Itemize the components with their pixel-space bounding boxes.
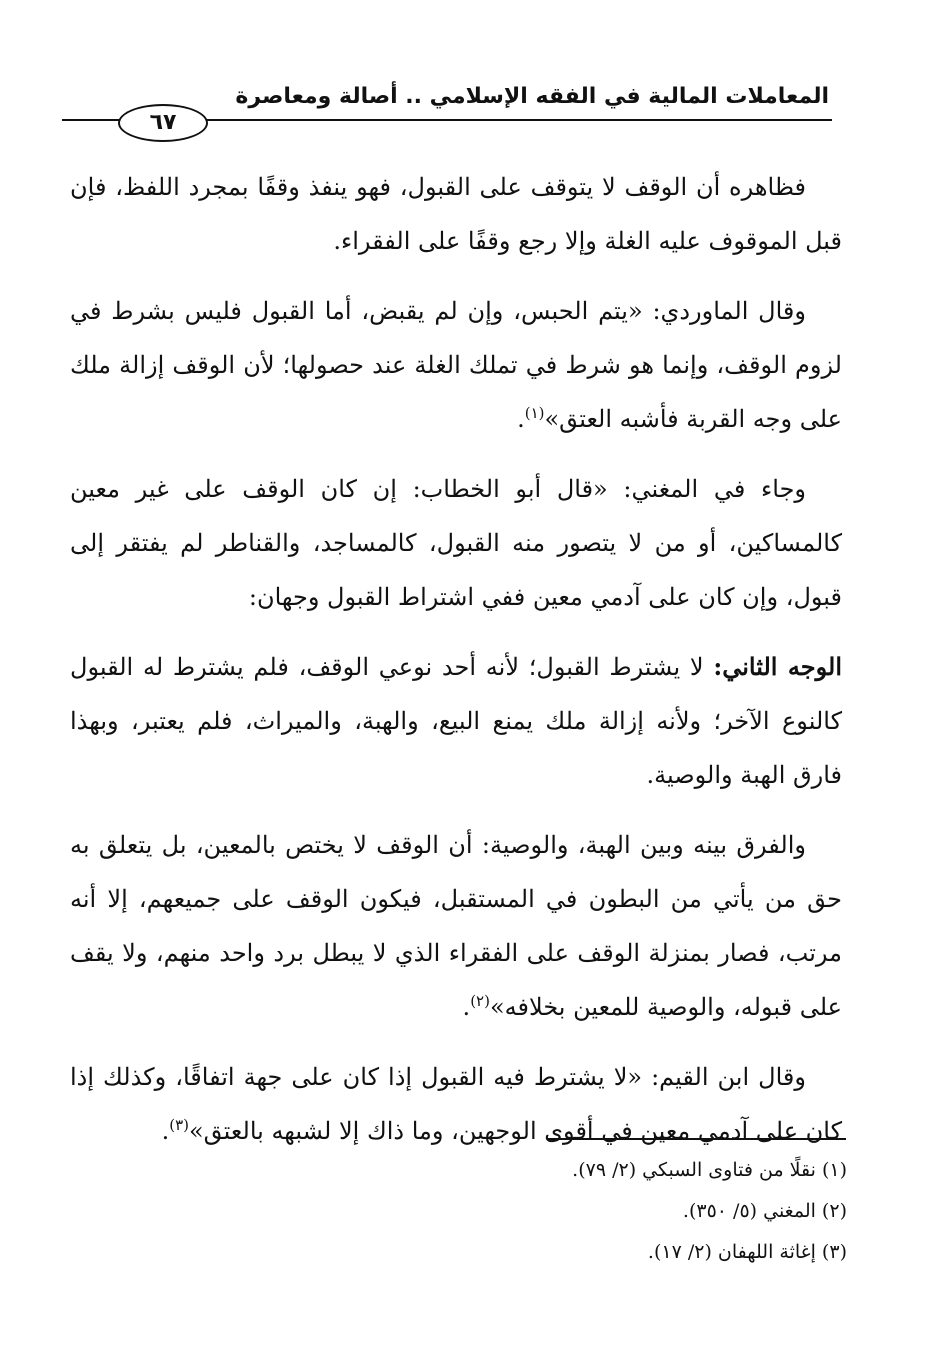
footnote-3: (٣) إغاثة اللهفان (٢/ ١٧). xyxy=(647,1241,847,1263)
paragraph-2-text: وقال الماوردي: «يتم الحبس، وإن لم يقبض، أما القبول فليس بشرط في لزوم الوقف، وإنما هو شرط في تملك الغلة عند حصولها؛ لأن الوقف إزالة ملك على وجه القربة فأشبه العتق» xyxy=(70,297,842,433)
footnote-1: (١) نقلًا من فتاوى السبكي (٢/ ٧٩). xyxy=(572,1159,847,1181)
paragraph-4 xyxy=(70,640,842,802)
paragraph-5-text: والفرق بينه وبين الهبة، والوصية: أن الوقف لا يختص بالمعين، بل يتعلق به حق من يأتي من البطون في المستقبل، فيكون الوقف على جميعهم، إلا أنه مرتب، فصار بمنزلة الوقف على الفقراء الذي لا يبطل برد واحد منهم، ولا يقف على قبوله، والوصية للمعين بخلافه» xyxy=(70,831,842,1021)
paragraph-4-text: لا يشترط القبول؛ لأنه أحد نوعي الوقف، فلم يشترط له القبول كالنوع الآخر؛ ولأنه إزالة ملك يمنع البيع، والهبة، والميراث، فلم يعتبر، وبهذا فارق الهبة والوصية. xyxy=(70,653,842,789)
page-number-oval: ٦٧ xyxy=(118,104,208,142)
footnotes xyxy=(147,1150,847,1273)
paragraph-2 xyxy=(70,284,842,446)
footnote-ref-3: (٣) xyxy=(169,1116,189,1134)
paragraph-3 xyxy=(70,462,842,624)
footnote-2: (٢) المغني (٥/ ٣٥٠). xyxy=(682,1200,847,1222)
footnote-ref-2: (٢) xyxy=(470,992,490,1010)
paragraph-6-end: . xyxy=(161,1117,170,1145)
footnote-ref-1: (١) xyxy=(524,404,545,422)
main-text xyxy=(70,160,842,1174)
running-header-title: المعاملات المالية في الفقه الإسلامي .. أصالة ومعاصرة xyxy=(235,84,829,109)
paragraph-1 xyxy=(70,160,842,268)
paragraph-1-text: فظاهره أن الوقف لا يتوقف على القبول، فهو ينفذ وقفًا بمجرد اللفظ، فإن قبل الموقوف عليه الغلة وإلا رجع وقفًا على الفقراء. xyxy=(70,173,842,255)
footnote-separator xyxy=(548,1138,846,1140)
paragraph-2-end: . xyxy=(517,405,525,433)
paragraph-6-text: وقال ابن القيم: «لا يشترط فيه القبول إذا كان على جهة اتفاقًا، وكذلك إذا كان على آدمي معين في أقوى الوجهين، وما ذاك إلا لشبهه بالعتق» xyxy=(70,1063,842,1145)
paragraph-3-text: وجاء في المغني: «قال أبو الخطاب: إن كان الوقف على غير معين كالمساكين، أو من لا يتصور منه القبول، كالمساجد، والقناطر لم يفتقر إلى قبول، وإن كان على آدمي معين ففي اشتراط القبول وجهان: xyxy=(70,475,842,611)
paragraph-4-lead: الوجه الثاني: xyxy=(713,652,843,681)
paragraph-5 xyxy=(70,818,842,1034)
paragraph-6 xyxy=(70,1050,842,1158)
paragraph-5-end: . xyxy=(462,993,471,1021)
